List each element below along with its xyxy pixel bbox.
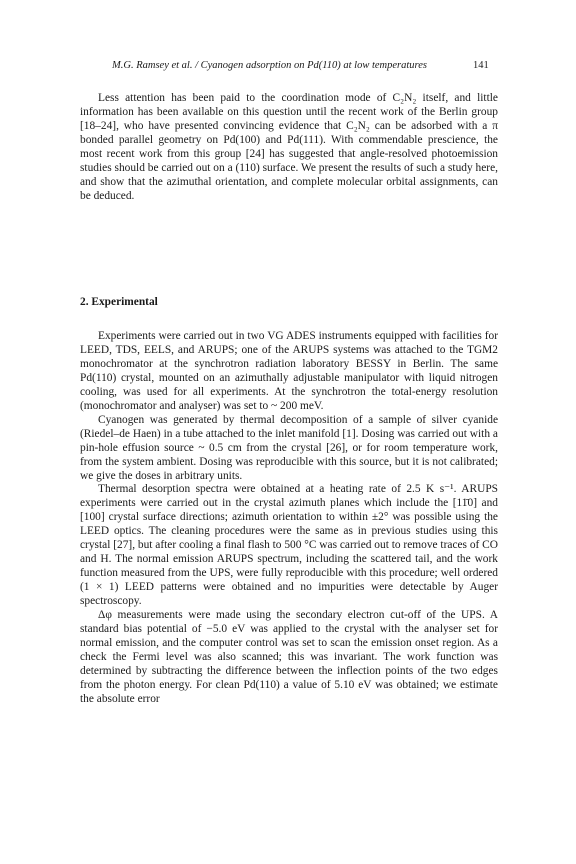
paragraph-1: Experiments were carried out in two VG ADES instruments equipped with facilities for LEED, TDS, EELS, and ARUPS; one of the ARUPS systems was attached to the TGM2 monochromator at the synchrotron radiation laboratory BESSY in Berlin. The same Pd(110) crystal, mounted on an azimuthally adjustable manipulator with liquid nitrogen cooling, was used for all experiments. At the synchrotron the total-energy resolution (monochromator and analyser) was set to ~ 200 meV. <box>80 330 498 412</box>
intro-text <box>80 92 498 204</box>
running-title: M.G. Ramsey et al. / Cyanogen adsorption on Pd(110) at low temperatures <box>112 60 427 71</box>
paragraph-4: Δφ measurements were made using the secondary electron cut-off of the UPS. A standard bias potential of −5.0 eV was applied to the crystal with the analyser set for normal emission, and the computer control was set to scan the emission onset region. As a check the Fermi level was also scanned; this was invariant. The work function was determined by subtracting the difference between the inflection points of the two edges from the photon energy. For clean Pd(110) a value of 5.10 eV was obtained; we estimate the absolute error <box>80 609 498 705</box>
paragraph-2: Cyanogen was generated by thermal decomposition of a sample of silver cyanide (Riedel–de Haen) in a tube attached to the inlet manifold [1]. Dosing was carried out with a pin-hole effusion source ~ 0.5 cm from the crystal [26], or for room temperature work, from the system ambient. Dosing was reproducible with this source, but it is not calibrated; we give the doses in arbitrary units. <box>80 413 498 482</box>
page-number: 141 <box>473 60 489 71</box>
paragraph-3: Thermal desorption spectra were obtained at a heating rate of 2.5 K s⁻¹. ARUPS experiments were carried out in the crystal azimuth planes which include the [11̄0] and [100] crystal surface directions; azimuth orientation to within ±2° was possible using the LEED optics. The cleaning procedures were the same as in previous studies using this crystal [27], but after cooling a final flash to 500 °C was carried out to remove traces of CO and H. The normal emission ARUPS spectrum, including the scattered tail, and the work function measured from the UPS, were fully reproducible with this procedure; well ordered (1 × 1) LEED patterns were obtained and no impurities were detectable by Auger spectroscopy. <box>80 483 498 608</box>
experimental-text <box>80 330 498 707</box>
section-heading: 2. Experimental <box>80 296 158 308</box>
intro-paragraph: Less attention has been paid to the coordination mode of C₂N₂ itself, and little information has been available on this question until the recent work of the Berlin group [18–24], who have presented convincing evidence that C₂N₂ can be adsorbed with a π bonded parallel geometry on Pd(100) and Pd(111). With commendable prescience, the most recent work from this group [24] has suggested that angle-resolved photoemission studies should be carried out on a (110) surface. We present the results of such a study here, and show that the azimuthal orientation, and complete molecular orbital assignments, can be deduced. <box>80 92 498 202</box>
